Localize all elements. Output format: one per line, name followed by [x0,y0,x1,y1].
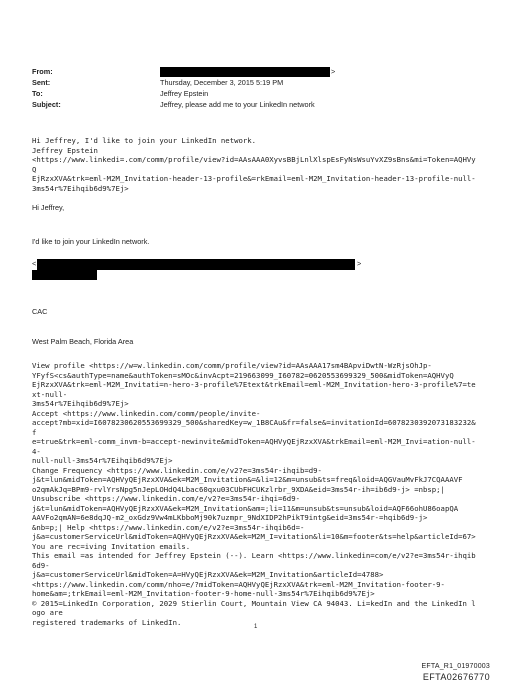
location: West Palm Beach, Florida Area [32,337,134,346]
redaction-sender-line [37,259,355,270]
page-number: 1 [254,624,258,630]
sender-initials: CAC [32,307,48,316]
redacted-prefix: < [32,259,37,268]
bates-number-small: EFTA_R1_01970003 [421,663,490,670]
from-label: From: [32,67,53,76]
redaction-from [160,67,330,77]
redaction-sender-line-2 [32,270,97,280]
subject-value: Jeffrey, please add me to your LinkedIn network [160,100,315,109]
bates-number-large: EFTA02676770 [422,672,490,682]
greeting: Hi Jeffrey, [32,203,65,212]
linkedin-links-block: View profile <https://w=w.linkedin.com/comm/profile/view?id=AAsAAA17sm4BApviDwtN-WzRjsOhJp- YFyfS<cs&authType=name&authToken=sMOc&invAcpt=219663099_I60782=0620553699329_500&midToken=AQHVyQ EjRzxXVA&trk=eml-M2M_Invitati=n-hero-3-profile%7Etext&trkEmail=eml-M2M_Invitation-hero-3-profile%7=text-null- 3ms54r%7Eihqib6d9%7Ej> Accept <https://www.linkedin.com/comm/people/invite- accept?mb=xid=I6078230620553699329_500&sharedKey=w_1B8CAu&fr=false&=invitationId=6078230392073183232&f e=true&trk=eml-comm_invm-b=accept-newinvite&midToken=AQHVyQEjRzxXVA&trkEmail=eml-M2M_Invi=ation-null-4- null-null-3ms54r%7Eihqib6d9%7Ej> Change Frequency <https://www.linkedin.com/e/v2?e=3ms54r-ihqib=d9- j&t=lun&midToken=AQHVyQEjRzxXVA&ek=M2M_Invitation&=&li=12&m=unsub&ts=freq&loid=AQGVauMvFkJ7CQAAAVF o2qmAkJq=BPm9-rvlYrsNpg5nJepLOHdQ4Lbac60qxu03CUbFHCUKzlrbr_9XDA&eid=3ms54r-ih=ib6d9-j> =nbsp;| Unsubscribe <https://www.linkedin.com/e/v2?e=3ms54r-ihqi=6d9- j&t=lun&midToken=AQHVyQEjRzxXVA&ek=M2M_Invitation&am=;li=11&m=unsub&ts=unsub&loid=AQF66ohU86oapQA AAVFo2qmAN=6e8dqJQ-m2_oxGdz9Vw4mLKbboMj90k7uzmpr_9NdXIDP2hPikT9intg&eid=3ms54r-=hqib6d9-j> &nb=p;| Help <https://www.linkedin.com/e/v2?e=3ms54r-ihqib6d=- j&a=customerServiceUrl&midToken=AQHVyQEjRzxXVA&ek=M2M_I=vitation&li=10&m=footer&ts=help&articleId=67> You are rec=iving Invitation emails. This email =as intended for Jeffrey Epstein (--). Learn <https://www.linkedin=com/e/v2?e=3ms54r-ihqib6d9- j&a=customerServiceUrl&midToken=A=HVyQEjRzxXVA&ek=M2M_Invitation&articleId=4788> <https://www.linkedin.com/comm/nho=e/?midToken=AQHVyQEjRzxXVA&trk=eml-M2M_Invitation-footer-9- home&am=;trkEmail=eml-M2M_Invitation-footer-9-home-null-3ms54r%7Eihqib6d9%7Ej> © 2015=LinkedIn Corporation, 2029 Stierlin Court, Mountain View CA 94043. Li=kedIn and the LinkedIn logo are registered trademarks of LinkedIn. [32,361,476,627]
subject-label: Subject: [32,100,61,109]
to-value: Jeffrey Epstein [160,89,209,98]
sent-value: Thursday, December 3, 2015 5:19 PM [160,78,284,87]
sent-label: Sent: [32,78,51,87]
to-label: To: [32,89,43,98]
intro-paragraph: Hi Jeffrey, I'd like to join your LinkedIn network. Jeffrey Epstein <https://www.linkedi=.com/comm/profile/view?id=AAsAAA0XyvsBBjLnlXlspEsFyNsWsuYvXZ9sBns&mi=Token=AQHVyQ EjRzxXVA&trk=eml-M2M_Invitation-header-13-profile&=rkEmail=eml-M2M_Invitation-header-13-profile-null- 3ms54r%7Eihqib6d9%7Ej> [32,136,476,193]
redacted-suffix: > [357,259,362,268]
join-line: I'd like to join your LinkedIn network. [32,237,150,246]
from-arrow: > [331,67,336,76]
